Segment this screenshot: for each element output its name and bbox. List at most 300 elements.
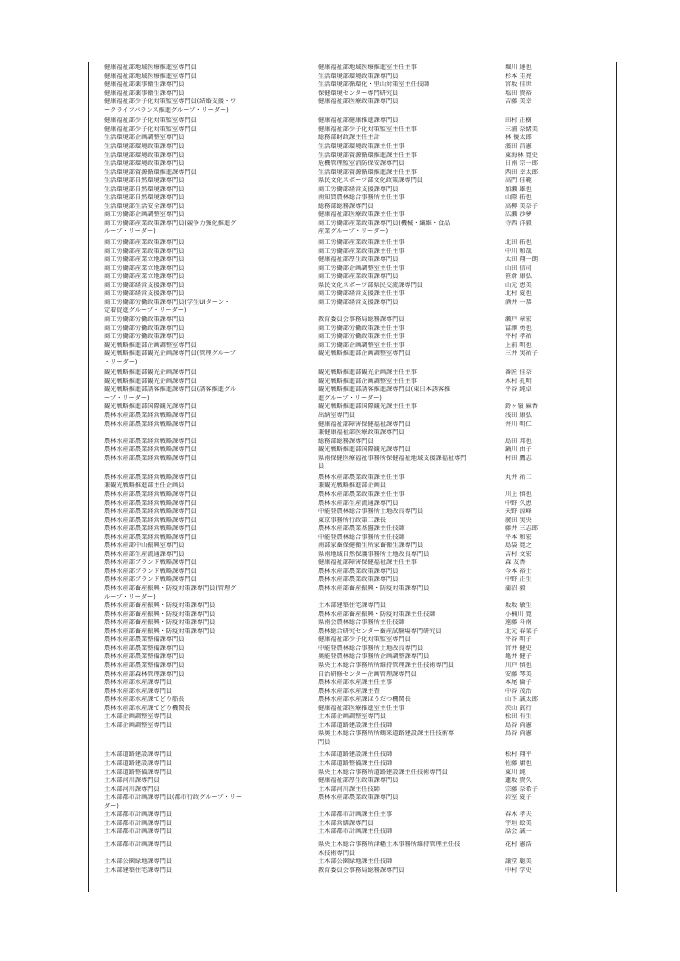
person-name-cell: 井川 明仁: [505, 420, 532, 428]
person-name-cell: 天野 涼峰: [505, 508, 532, 516]
table-row: [0, 696, 680, 704]
person-name-cell: 丸井 祐二: [505, 473, 532, 481]
new-position-cell: 農林水産部農業政策課専門員: [318, 794, 399, 802]
person-name-cell: 中川 和哉: [505, 247, 532, 255]
person-name-cell: 鳥谷 尚憲: [505, 730, 532, 738]
new-position-cell: 中能登農林総合事務所土地改良専門員: [318, 644, 424, 652]
table-row: [0, 850, 680, 858]
new-position-cell: 県民文化スポーツ部文化政策課専門員: [318, 177, 423, 185]
table-row: [0, 239, 680, 247]
table-row: [0, 463, 680, 471]
table-row: [0, 645, 680, 653]
old-position-cell: 商工労働部労働政策課専門員(学生UIターン・: [104, 298, 231, 306]
old-position-cell: 生活環境部自然環境課専門員: [104, 177, 185, 185]
old-position-cell: 農林水産部ブランド戦略課専門員: [104, 559, 197, 567]
person-name-cell: 森 友香: [505, 559, 526, 567]
person-name-cell: 本尾 倫子: [505, 679, 532, 687]
person-name-cell: 今本 裕士: [505, 567, 532, 575]
table-row: [0, 220, 680, 228]
new-position-cell: 土木部道路建設課主任技師: [318, 751, 393, 759]
table-row: [0, 508, 680, 516]
old-position-cell: 健康福祉部少子化対策監室専門員: [104, 117, 197, 125]
new-position-cell: 農林水産部水産課ほうだつ機関長: [318, 696, 411, 704]
person-name-cell: 山際 拓也: [505, 194, 532, 202]
table-row: [0, 228, 680, 236]
table-row: [0, 688, 680, 696]
table-row: [0, 194, 680, 202]
person-name-cell: 堀川 達也: [505, 64, 532, 71]
old-position-cell: ループ・リーダー): [104, 593, 156, 601]
old-position-cell: 商工労働部産業政策課専門員: [104, 247, 185, 255]
new-position-cell: 健康福祉部医療推進室主任主事: [318, 704, 405, 712]
old-position-cell: 土木部道路建設課専門員: [104, 760, 173, 767]
person-name-cell: 藤井 三志郎: [505, 525, 538, 533]
person-name-cell: 加瀬 雄也: [505, 185, 532, 193]
table-row: [0, 619, 680, 627]
table-row: [0, 517, 680, 525]
new-position-cell: 商工労働部労働政策課主任主事: [318, 333, 405, 341]
new-position-cell: 南知賀農林総合事務所主任主事: [318, 194, 405, 202]
new-position-cell: 生活環境部環境政策課主任主事: [318, 142, 405, 150]
table-row: [0, 636, 680, 644]
old-position-cell: 生活環境部自然環境課専門員: [104, 194, 185, 202]
table-row: [0, 307, 680, 315]
new-position-cell: 保健環境センター専門研究員: [318, 89, 399, 97]
new-position-cell: 観光戦略推進部誘客推進課専門員(東日本誘客推: [318, 386, 451, 394]
new-position-cell: 兼観光戦略推進部企画員: [318, 482, 387, 490]
person-name-cell: 高柳 美奈子: [505, 202, 538, 210]
old-position-cell: 健康福祉部地域医療推進室専門員: [104, 72, 197, 80]
old-position-cell: 農林水産部ブランド戦略課専門員: [104, 567, 197, 575]
new-position-cell: 土木部都市計画課主任技師: [318, 828, 393, 836]
table-row: [0, 794, 680, 802]
old-position-cell: 農林水産部農業整備課専門員: [104, 644, 185, 652]
table-row: [0, 482, 680, 490]
old-position-cell: 農林水産部農業経営戦略課専門員: [104, 525, 197, 533]
old-position-cell: 観光戦略推進部企画調整室専門員: [104, 341, 197, 349]
old-position-cell: 商工労働部産業政策課専門員: [104, 239, 185, 246]
person-name-cell: 三浦 奈緒美: [505, 125, 538, 133]
old-position-cell: 農林水産部農業経営戦略課専門員: [104, 508, 197, 516]
new-position-cell: 県央土木総合事務所所維持管理課主任技術専門員: [318, 661, 455, 669]
person-name-cell: 林 優太郎: [505, 134, 532, 142]
old-position-cell: 農林水産部畜産振興・防疫対策課専門員: [104, 619, 216, 627]
table-row: [0, 359, 680, 367]
old-position-cell: 農林水産部農業経営戦略課専門員: [104, 420, 197, 428]
table-row: [0, 386, 680, 394]
table-row: [0, 73, 680, 81]
old-position-cell: 農林水産部農業経営戦略課専門員: [104, 473, 197, 481]
old-position-cell: 観光戦略推進部国際観光課専門員: [104, 403, 197, 411]
table-row: [0, 325, 680, 333]
table-row: [0, 671, 680, 679]
old-position-cell: 生活環境部環境政策課専門員: [104, 160, 185, 168]
old-position-cell: 農林水産部農業経営戦略課専門員: [104, 437, 197, 445]
table-row: [0, 542, 680, 550]
old-position-cell: ・リーダー): [104, 358, 138, 366]
person-name-cell: 島谷 尚憲: [505, 721, 532, 729]
person-name-cell: 蒲沼 毅: [505, 585, 526, 592]
new-position-cell: 兼健康福祉部医療政策課専門員: [318, 429, 405, 437]
new-position-cell: 県南会農林総合事務所主任技師: [318, 619, 405, 627]
new-position-cell: 観光戦略推進部企画調整室主任主事: [318, 377, 417, 385]
person-name-cell: 中村 学史: [505, 866, 532, 874]
person-name-cell: 亀井 健子: [505, 653, 532, 661]
old-position-cell: 健康福祉部薬事衛生課専門員: [104, 81, 185, 89]
new-position-cell: 農林水産部水産課主査: [318, 687, 380, 695]
new-position-cell: 観光戦略推進部国際観光課専門員: [318, 446, 411, 454]
person-name-cell: 廣田 実央: [505, 516, 532, 524]
old-position-cell: 土木部河川課専門員: [104, 777, 160, 785]
old-position-cell: 定着促進グループ・リーダー): [104, 307, 187, 315]
old-position-cell: 生活環境部企画調整室専門員: [104, 134, 185, 142]
table-row: [0, 858, 680, 866]
old-position-cell: 生活環境部資源循環推進課専門員: [104, 168, 197, 176]
old-position-cell: 農林水産部農業経営戦略課専門員: [104, 446, 197, 454]
old-position-cell: 健康福祉部薬事衛生課専門員: [104, 89, 185, 97]
table-row: [0, 500, 680, 508]
old-position-cell: 農林水産部農業経営戦略課専門員: [104, 499, 197, 507]
person-name-cell: 西田 幸太郎: [505, 168, 538, 176]
person-name-cell: 譲堂 聡美: [505, 858, 532, 866]
new-position-cell: 産業グループ・リーダー): [318, 228, 388, 236]
old-position-cell: 生活環境部生活安全課専門員: [104, 202, 185, 210]
new-position-cell: 農林水産部農業政策課主任主事: [318, 490, 405, 498]
person-name-cell: 平本 和宏: [505, 533, 532, 541]
person-name-cell: 宮坂 佳世: [505, 81, 532, 89]
new-position-cell: 木技術専門員: [318, 849, 356, 857]
table-row: [0, 421, 680, 429]
old-position-cell: 農林水産部畜産振興・防疫対策課専門員: [104, 610, 216, 618]
new-position-cell: 商工労働部経営支援課専門員: [318, 185, 399, 193]
old-position-cell: ープ・リーダー): [104, 394, 150, 402]
person-name-cell: 松田 有生: [505, 713, 532, 721]
new-position-cell: 危機管理監室消防保安課専門員: [318, 160, 405, 168]
table-row: [0, 107, 680, 115]
old-position-cell: 農林水産部水産課専門員: [104, 687, 173, 695]
new-position-cell: 商工労働部経営支援課専門員: [318, 298, 399, 306]
person-name-cell: 坂坂 敏生: [505, 602, 532, 610]
table-row: [0, 126, 680, 134]
table-row: [0, 760, 680, 768]
person-name-cell: 浅田 康弘: [505, 412, 532, 419]
old-position-cell: 農林水産部畜産振興・防疫対策課専門員: [104, 627, 216, 635]
person-name-cell: 冨澤 勇也: [505, 324, 532, 332]
table-row: [0, 568, 680, 576]
table-row: [0, 299, 680, 307]
table-row: [0, 273, 680, 281]
old-position-cell: 健康福祉部少子化対策監室専門員: [104, 125, 197, 133]
person-name-cell: 広瀬 沙夢: [505, 211, 532, 219]
person-name-cell: 笹倉 康弘: [505, 273, 532, 281]
table-row: [0, 679, 680, 687]
person-name-cell: 北元 春菜子: [505, 627, 538, 635]
new-position-cell: 門員: [318, 738, 331, 746]
old-position-cell: 土木部都市計画課専門員: [104, 811, 173, 819]
new-position-cell: 商工労働部経営支援課主任主事: [318, 290, 405, 298]
new-position-cell: 教育委員会事務局総務課専門員: [318, 315, 405, 323]
table-row: [0, 602, 680, 610]
new-position-cell: 総務部総務課専門員: [318, 202, 374, 210]
new-position-cell: 健康福祉部少子化対策監室専門員: [318, 636, 411, 644]
old-position-cell: 商工労働部産業立地課専門員: [104, 256, 185, 264]
table-row: [0, 777, 680, 785]
table-row: [0, 438, 680, 446]
table-row: [0, 662, 680, 670]
old-position-cell: 土木部企画調整室専門員: [104, 721, 173, 729]
new-position-cell: 員: [318, 463, 325, 471]
old-position-cell: 農林水産部農業整備課専門員: [104, 636, 185, 644]
old-position-cell: 観光戦略推進部観光企画課専門員: [104, 377, 197, 385]
table-row: [0, 160, 680, 168]
table-row: [0, 559, 680, 567]
person-name-cell: 鈴ヶ嶺 麻香: [505, 403, 538, 411]
old-position-cell: 農林水産部水産課てどり船長: [104, 696, 185, 704]
old-position-cell: 土木部都市計画課専門員(都市行政グループ・リー: [104, 794, 243, 802]
table-row: [0, 867, 680, 875]
old-position-cell: 農林水産部畜産振興・防疫対策課専門員: [104, 602, 216, 610]
new-position-cell: 県南地域自然保護事務所土地改良専門員: [318, 550, 430, 558]
table-row: [0, 491, 680, 499]
new-position-cell: 健康福祉部地域医療推進室主任主事: [318, 64, 417, 71]
person-name-cell: 宇垣 絵美: [505, 819, 532, 827]
table-row: [0, 751, 680, 759]
old-position-cell: 商工労働部労働政策課専門員: [104, 333, 185, 341]
person-name-cell: 山下 誠太郎: [505, 696, 538, 704]
old-position-cell: 農林水産部農業整備課専門員: [104, 653, 185, 661]
new-position-cell: 県奥土木総合事務所所鶴来道路建設課主任技術専: [318, 730, 455, 738]
table-row: [0, 169, 680, 177]
old-position-cell: 観光戦略推進部観光企画課専門員: [104, 369, 197, 377]
table-row: [0, 653, 680, 661]
old-position-cell: 土木部建築住宅課専門員: [104, 866, 173, 874]
old-position-cell: 農林水産部農業経営戦略課専門員: [104, 533, 197, 541]
old-position-cell: 健康福祉部少子化対策監室専門員(結婚支援・ワ: [104, 98, 237, 106]
table-row: [0, 369, 680, 377]
person-name-cell: 東海林 寛史: [505, 151, 538, 159]
person-name-cell: 村田 鷹志: [505, 454, 532, 462]
new-position-cell: 健康福祉部厚生政策課専門員: [318, 256, 399, 264]
person-name-cell: 中野 久恵: [505, 499, 532, 507]
table-row: [0, 841, 680, 849]
table-row: [0, 534, 680, 542]
new-position-cell: 農林水産部農業政策課専門員: [318, 576, 399, 584]
new-position-cell: 健康福祉部障害保健福祉課主任主事: [318, 559, 417, 567]
table-row: [0, 211, 680, 219]
old-position-cell: 土木部公園緑地課専門員: [104, 858, 173, 866]
old-position-cell: ークライフバランス推進グループ・リーダー): [104, 106, 229, 114]
new-position-cell: 農林水産部農業政策課主任主事: [318, 473, 405, 481]
table-row: [0, 803, 680, 811]
table-row: [0, 152, 680, 160]
table-row: [0, 64, 680, 72]
table-row: [0, 333, 680, 341]
new-position-cell: 南部家畜保健衛生所家畜衛生課専門員: [318, 542, 424, 550]
person-name-cell: 島田 邦也: [505, 437, 532, 445]
new-position-cell: 観光戦略推進部観光企画課主任主事: [318, 369, 417, 377]
new-position-cell: 土木部公園緑地課主任技師: [318, 858, 393, 866]
new-position-cell: 奥能登農林総合事務所企画調整課専門員: [318, 653, 430, 661]
table-row: [0, 256, 680, 264]
new-position-cell: 中能登農林総合事務所土地改良専門員: [318, 508, 424, 516]
table-row: [0, 769, 680, 777]
new-position-cell: 農林水産部生産流通課専門員: [318, 499, 399, 507]
new-position-cell: 健康福祉部厚生政策課専門員: [318, 777, 399, 785]
new-position-cell: 健康福祉部健康推進課専門員: [318, 117, 399, 125]
person-name-cell: 太田 翔一朗: [505, 256, 538, 264]
person-name-cell: 川戸 慎也: [505, 661, 532, 669]
table-row: [0, 786, 680, 794]
table-row: [0, 446, 680, 454]
table-row: [0, 134, 680, 142]
new-position-cell: 県民文化スポーツ部県民交流課専門員: [318, 281, 423, 289]
new-position-cell: 健康福祉部医療政策課主任主事: [318, 211, 405, 219]
old-position-cell: 商工労働部産業政策課専門員(競争力強化推進グ: [104, 219, 237, 227]
new-position-cell: 商工労働部産業政策課主任主事: [318, 247, 405, 255]
person-name-cell: 茨山 眞行: [505, 704, 532, 712]
old-position-cell: 土木部道路建設課専門員: [104, 751, 173, 759]
person-name-cell: 北村 夏也: [505, 290, 532, 298]
person-name-cell: 杉本 圭亮: [505, 72, 532, 80]
person-name-cell: 小楠川 寛: [505, 610, 532, 618]
person-name-cell: 寺西 洋毅: [505, 219, 532, 227]
old-position-cell: 土木部河川課専門員: [104, 785, 160, 793]
person-name-cell: 平村 孝祐: [505, 333, 532, 341]
table-row: [0, 265, 680, 273]
table-row: [0, 316, 680, 324]
table-row: [0, 177, 680, 185]
new-position-cell: 商工労働部労働政策課主任主事: [318, 324, 405, 332]
new-position-cell: 土木部道路整備課主任技師: [318, 760, 393, 767]
table-row: [0, 585, 680, 593]
table-row: [0, 117, 680, 125]
new-position-cell: 総務部総務課専門員: [318, 437, 374, 445]
person-name-cell: 塩田 貴裕: [505, 89, 532, 97]
table-row: [0, 90, 680, 98]
old-position-cell: ループ・リーダー): [104, 228, 156, 236]
person-name-cell: 平谷 明子: [505, 636, 532, 644]
person-name-cell: 春木 孝夫: [505, 811, 532, 819]
table-row: [0, 81, 680, 89]
new-position-cell: 生活環境部循環化・里山対策室主任技師: [318, 81, 430, 89]
person-name-cell: 木村 孔明: [505, 377, 532, 385]
person-name-cell: 鍋川 由子: [505, 446, 532, 454]
old-position-cell: 商工労働部経営支援課専門員: [104, 290, 185, 298]
person-name-cell: 蓮坂 貴久: [505, 777, 532, 785]
table-row: [0, 811, 680, 819]
new-position-cell: 農林水産部農業基盤課主任技師: [318, 525, 405, 533]
old-position-cell: 商工労働部企画調整室専門員: [104, 211, 185, 219]
person-name-cell: 三井 実祐子: [505, 350, 538, 358]
old-position-cell: 商工労働部労働政策課専門員: [104, 315, 185, 323]
person-name-cell: 番匠 佳奈: [505, 369, 532, 377]
new-position-cell: 商工労働部企画調整室主任主事: [318, 341, 405, 349]
old-position-cell: 農林水産部畜産振興・防疫対策課専門員(管理グ: [104, 585, 237, 592]
old-position-cell: 農林水産部中山振興室専門員: [104, 542, 185, 550]
new-position-cell: 農林水産部水産課主任主事: [318, 679, 393, 687]
new-position-cell: 農林総合研究センター畜産試験場専門研究員: [318, 627, 442, 635]
new-position-cell: 総務部財政課主任主計: [318, 134, 380, 142]
old-position-cell: 観光戦略推進部誘客推進課専門員(誘客推進グル: [104, 386, 237, 394]
person-name-cell: 濱田 昌憲: [505, 142, 532, 150]
old-position-cell: 商工労働部産業立地課専門員: [104, 273, 185, 281]
person-name-cell: 川上 慎也: [505, 490, 532, 498]
table-row: [0, 290, 680, 298]
table-row: [0, 403, 680, 411]
old-position-cell: 兼観光戦略推進部主任企画員: [104, 482, 185, 490]
person-name-cell: 中谷 茂治: [505, 687, 532, 695]
person-name-cell: 佐藤 庸也: [505, 760, 532, 767]
table-row: [0, 455, 680, 463]
table-row: [0, 412, 680, 420]
new-position-cell: 土木部都市計画課主任主事: [318, 811, 393, 819]
person-name-cell: 宮井 健史: [505, 644, 532, 652]
old-position-cell: 農林水産部農業経営戦略課専門員: [104, 412, 197, 419]
old-position-cell: 農林水産部ブランド戦略課専門員: [104, 576, 197, 584]
new-position-cell: 健康福祉部少子化対策監室主任主事: [318, 125, 417, 133]
new-position-cell: 商工労働部産業政策課専門員(機械・繊維・食品: [318, 219, 451, 227]
table-row: [0, 722, 680, 730]
old-position-cell: 土木部都市計画課専門員: [104, 819, 173, 827]
old-position-cell: 生活環境部環境政策課専門員: [104, 142, 185, 150]
new-position-cell: 観光戦略推進部企画調整室専門員: [318, 350, 411, 358]
new-position-cell: 商工労働部産業政策課主任主事: [318, 239, 405, 246]
table-row: [0, 611, 680, 619]
new-position-cell: 県央土木総合事務所道路建設課主任技術専門員: [318, 768, 448, 776]
old-position-cell: 土木部都市計画課専門員: [104, 840, 173, 848]
old-position-cell: 農林水産部水産課専門員: [104, 679, 173, 687]
new-position-cell: 農林水産部農業政策課専門員: [318, 567, 399, 575]
person-name-cell: 吉村 文宏: [505, 550, 532, 558]
table-row: [0, 395, 680, 403]
person-name-cell: 上前 明也: [505, 341, 532, 349]
old-position-cell: ダー): [104, 802, 119, 810]
table-row: [0, 248, 680, 256]
old-position-cell: 農林水産部農業経営戦略課専門員: [104, 490, 197, 498]
person-name-cell: 東川 純: [505, 768, 526, 776]
new-position-cell: 観光戦略推進部国際観光課主任主事: [318, 403, 417, 411]
person-name-cell: 瀬戸 章宏: [505, 315, 532, 323]
new-position-cell: 県央土木総合事務所津幡土木事務所維持管理主任技: [318, 840, 461, 848]
table-row: [0, 828, 680, 836]
new-position-cell: 出納室専門員: [318, 412, 356, 419]
person-name-cell: 平谷 純卓: [505, 386, 532, 394]
new-position-cell: 土木部営繕課専門員: [318, 819, 374, 827]
table-row: [0, 378, 680, 386]
person-name-cell: 吉藤 美幸: [505, 98, 532, 106]
table-row: [0, 820, 680, 828]
new-position-cell: 土木部企画調整室専門員: [318, 713, 387, 721]
old-position-cell: 生活環境部自然環境課専門員: [104, 185, 185, 193]
person-name-cell: 島袋 寛之: [505, 542, 532, 550]
table-row: [0, 342, 680, 350]
table-row: [0, 628, 680, 636]
table-row: [0, 594, 680, 602]
table-row: [0, 143, 680, 151]
table-row: [0, 98, 680, 106]
new-position-cell: 商工労働部企画調整室主任主事: [318, 264, 405, 272]
old-position-cell: 土木部道路整備課専門員: [104, 768, 173, 776]
person-name-cell: 松村 翔平: [505, 751, 532, 759]
table-row: [0, 576, 680, 584]
table-row: [0, 429, 680, 437]
old-position-cell: 土木部企画調整室専門員: [104, 713, 173, 721]
new-position-cell: 県南保健医療福祉事務所保健福祉地域支援課福祉専門: [318, 454, 467, 462]
person-name-cell: 中野 正生: [505, 576, 532, 584]
person-name-cell: 田村 正樹: [505, 117, 532, 125]
old-position-cell: 農林水産部生産流通課専門員: [104, 550, 185, 558]
old-position-cell: 農林水産部農業経営戦略課専門員: [104, 516, 197, 524]
